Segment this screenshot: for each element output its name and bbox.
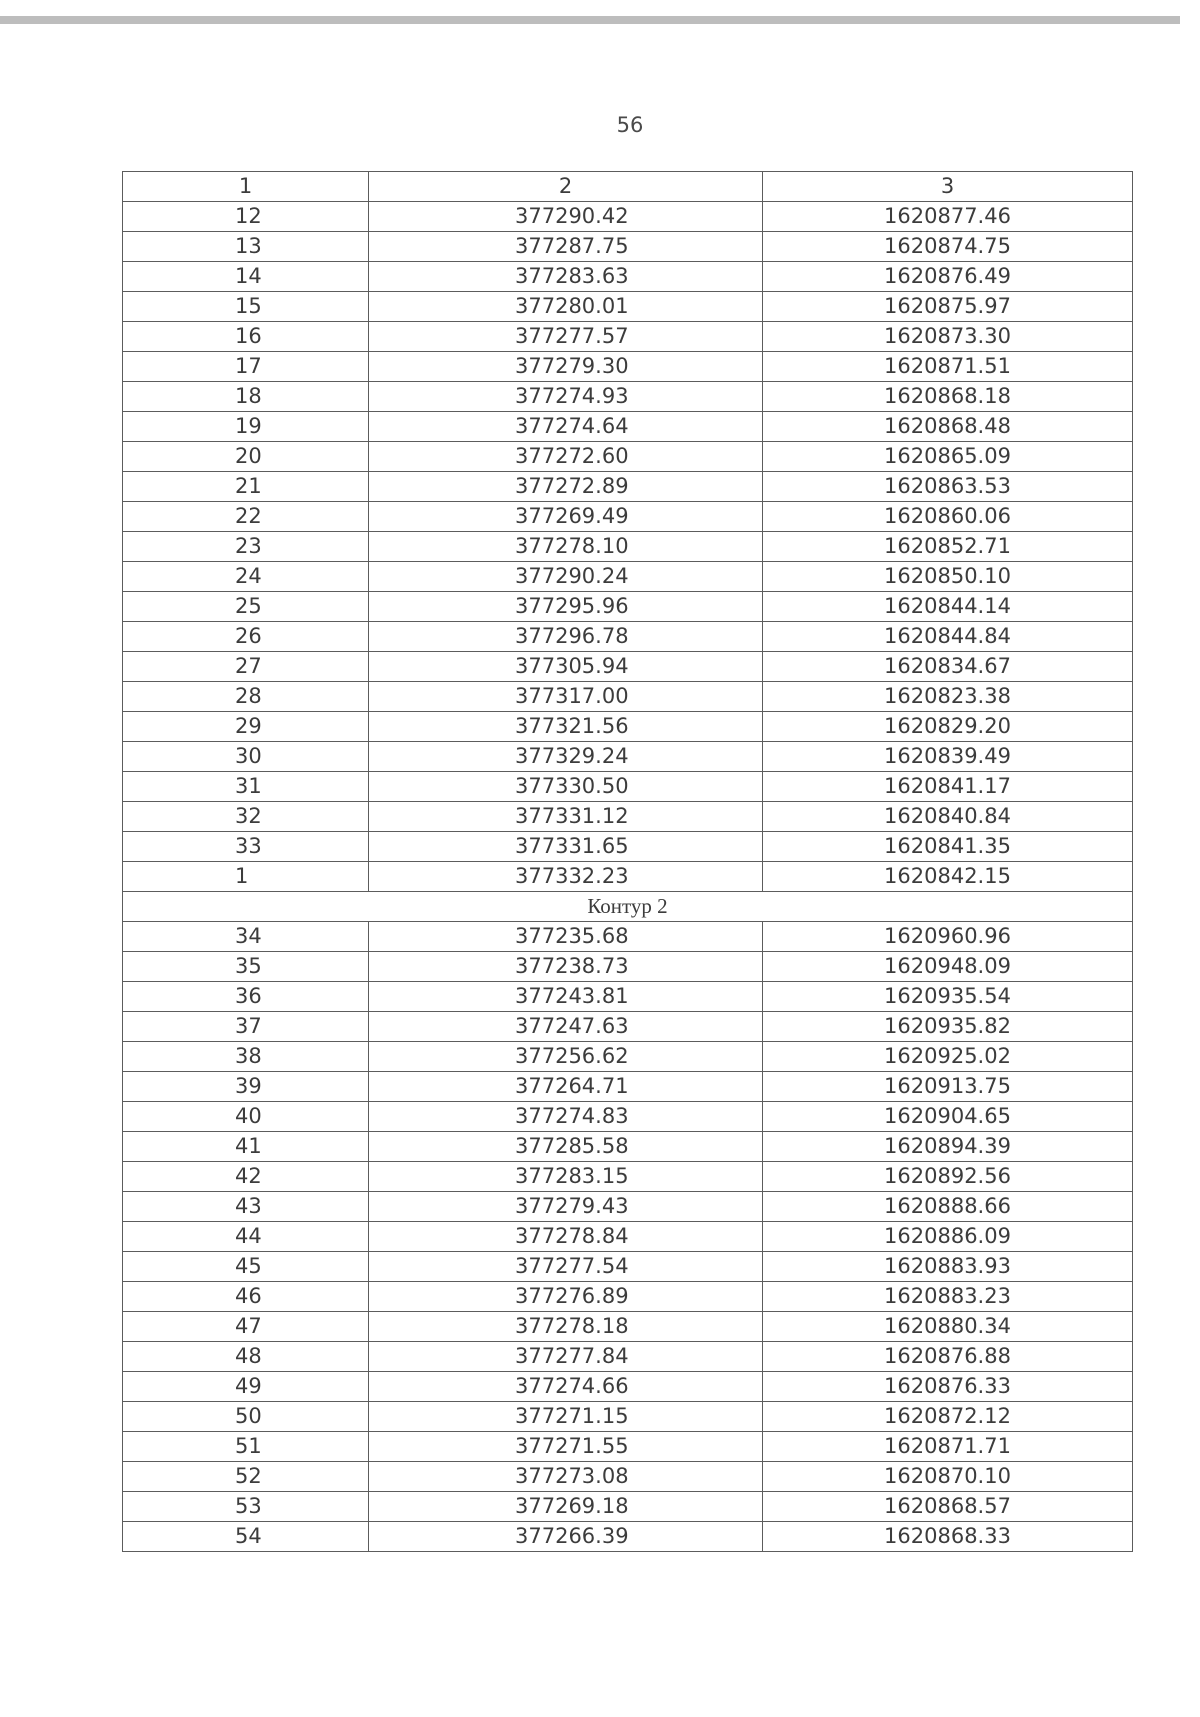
x-coordinate-cell: 377264.71 — [369, 1072, 763, 1102]
x-coordinate-cell: 377330.50 — [369, 772, 763, 802]
y-coordinate-cell: 1620886.09 — [763, 1222, 1133, 1252]
table-row — [123, 652, 1133, 682]
table-row — [123, 1192, 1133, 1222]
x-coordinate-cell: 377274.93 — [369, 382, 763, 412]
table-header-row — [123, 172, 1133, 202]
header-col-1: 1 — [123, 172, 369, 202]
y-coordinate-cell: 1620840.84 — [763, 802, 1133, 832]
table-row — [123, 1252, 1133, 1282]
table-row — [123, 1012, 1133, 1042]
point-number-cell: 35 — [123, 952, 369, 982]
y-coordinate-cell: 1620894.39 — [763, 1132, 1133, 1162]
table-row — [123, 772, 1133, 802]
table-row — [123, 1042, 1133, 1072]
table-row — [123, 262, 1133, 292]
x-coordinate-cell: 377279.43 — [369, 1192, 763, 1222]
table-row — [123, 1402, 1133, 1432]
scan-top-border — [0, 16, 1180, 24]
y-coordinate-cell: 1620935.54 — [763, 982, 1133, 1012]
x-coordinate-cell: 377277.57 — [369, 322, 763, 352]
table-row — [123, 1222, 1133, 1252]
y-coordinate-cell: 1620844.84 — [763, 622, 1133, 652]
y-coordinate-cell: 1620876.88 — [763, 1342, 1133, 1372]
y-coordinate-cell: 1620876.33 — [763, 1372, 1133, 1402]
point-number-cell: 33 — [123, 832, 369, 862]
header-col-3: 3 — [763, 172, 1133, 202]
x-coordinate-cell: 377331.12 — [369, 802, 763, 832]
x-coordinate-cell: 377274.66 — [369, 1372, 763, 1402]
point-number-cell: 18 — [123, 382, 369, 412]
table-row — [123, 1282, 1133, 1312]
y-coordinate-cell: 1620892.56 — [763, 1162, 1133, 1192]
point-number-cell: 46 — [123, 1282, 369, 1312]
point-number-cell: 54 — [123, 1522, 369, 1552]
table-row — [123, 412, 1133, 442]
y-coordinate-cell: 1620874.75 — [763, 232, 1133, 262]
x-coordinate-cell: 377331.65 — [369, 832, 763, 862]
table-row — [123, 1432, 1133, 1462]
y-coordinate-cell: 1620876.49 — [763, 262, 1133, 292]
y-coordinate-cell: 1620873.30 — [763, 322, 1133, 352]
x-coordinate-cell: 377238.73 — [369, 952, 763, 982]
x-coordinate-cell: 377278.18 — [369, 1312, 763, 1342]
table-row — [123, 712, 1133, 742]
table-row — [123, 1132, 1133, 1162]
point-number-cell: 38 — [123, 1042, 369, 1072]
point-number-cell: 1 — [123, 862, 369, 892]
point-number-cell: 21 — [123, 472, 369, 502]
x-coordinate-cell: 377272.89 — [369, 472, 763, 502]
point-number-cell: 13 — [123, 232, 369, 262]
contour-2-heading — [123, 892, 1133, 922]
y-coordinate-cell: 1620841.35 — [763, 832, 1133, 862]
table-row — [123, 1462, 1133, 1492]
x-coordinate-cell: 377287.75 — [369, 232, 763, 262]
point-number-cell: 30 — [123, 742, 369, 772]
x-coordinate-cell: 377329.24 — [369, 742, 763, 772]
point-number-cell: 25 — [123, 592, 369, 622]
y-coordinate-cell: 1620883.93 — [763, 1252, 1133, 1282]
x-coordinate-cell: 377305.94 — [369, 652, 763, 682]
table-row — [123, 442, 1133, 472]
x-coordinate-cell: 377278.84 — [369, 1222, 763, 1252]
point-number-cell: 49 — [123, 1372, 369, 1402]
y-coordinate-cell: 1620860.06 — [763, 502, 1133, 532]
x-coordinate-cell: 377247.63 — [369, 1012, 763, 1042]
x-coordinate-cell: 377290.42 — [369, 202, 763, 232]
point-number-cell: 42 — [123, 1162, 369, 1192]
point-number-cell: 47 — [123, 1312, 369, 1342]
table-row — [123, 862, 1133, 892]
table-row — [123, 502, 1133, 532]
contour-2-rows — [123, 922, 1133, 1552]
x-coordinate-cell: 377243.81 — [369, 982, 763, 1012]
y-coordinate-cell: 1620888.66 — [763, 1192, 1133, 1222]
table-row — [123, 1102, 1133, 1132]
y-coordinate-cell: 1620839.49 — [763, 742, 1133, 772]
point-number-cell: 19 — [123, 412, 369, 442]
table-row — [123, 292, 1133, 322]
y-coordinate-cell: 1620868.18 — [763, 382, 1133, 412]
table-row — [123, 1522, 1133, 1552]
point-number-cell: 39 — [123, 1072, 369, 1102]
y-coordinate-cell: 1620904.65 — [763, 1102, 1133, 1132]
point-number-cell: 14 — [123, 262, 369, 292]
contour-1-rows — [123, 202, 1133, 892]
table-row — [123, 682, 1133, 712]
x-coordinate-cell: 377273.08 — [369, 1462, 763, 1492]
x-coordinate-cell: 377272.60 — [369, 442, 763, 472]
contour-label: Контур 2 — [123, 892, 1133, 922]
y-coordinate-cell: 1620875.97 — [763, 292, 1133, 322]
table-row — [123, 592, 1133, 622]
x-coordinate-cell: 377332.23 — [369, 862, 763, 892]
point-number-cell: 41 — [123, 1132, 369, 1162]
table-row — [123, 952, 1133, 982]
y-coordinate-cell: 1620850.10 — [763, 562, 1133, 592]
y-coordinate-cell: 1620871.51 — [763, 352, 1133, 382]
point-number-cell: 48 — [123, 1342, 369, 1372]
point-number-cell: 23 — [123, 532, 369, 562]
x-coordinate-cell: 377295.96 — [369, 592, 763, 622]
y-coordinate-cell: 1620829.20 — [763, 712, 1133, 742]
table-row — [123, 622, 1133, 652]
x-coordinate-cell: 377271.55 — [369, 1432, 763, 1462]
point-number-cell: 26 — [123, 622, 369, 652]
table-row — [123, 322, 1133, 352]
point-number-cell: 44 — [123, 1222, 369, 1252]
x-coordinate-cell: 377269.49 — [369, 502, 763, 532]
table-row — [123, 802, 1133, 832]
y-coordinate-cell: 1620913.75 — [763, 1072, 1133, 1102]
x-coordinate-cell: 377277.54 — [369, 1252, 763, 1282]
point-number-cell: 37 — [123, 1012, 369, 1042]
point-number-cell: 36 — [123, 982, 369, 1012]
point-number-cell: 40 — [123, 1102, 369, 1132]
table-row — [123, 232, 1133, 262]
y-coordinate-cell: 1620823.38 — [763, 682, 1133, 712]
x-coordinate-cell: 377285.58 — [369, 1132, 763, 1162]
point-number-cell: 17 — [123, 352, 369, 382]
x-coordinate-cell: 377278.10 — [369, 532, 763, 562]
header-col-2: 2 — [369, 172, 763, 202]
x-coordinate-cell: 377279.30 — [369, 352, 763, 382]
y-coordinate-cell: 1620842.15 — [763, 862, 1133, 892]
point-number-cell: 51 — [123, 1432, 369, 1462]
x-coordinate-cell: 377271.15 — [369, 1402, 763, 1432]
point-number-cell: 43 — [123, 1192, 369, 1222]
x-coordinate-cell: 377266.39 — [369, 1522, 763, 1552]
table-row — [123, 1312, 1133, 1342]
point-number-cell: 29 — [123, 712, 369, 742]
x-coordinate-cell: 377274.64 — [369, 412, 763, 442]
point-number-cell: 16 — [123, 322, 369, 352]
point-number-cell: 24 — [123, 562, 369, 592]
y-coordinate-cell: 1620868.48 — [763, 412, 1133, 442]
x-coordinate-cell: 377274.83 — [369, 1102, 763, 1132]
page-number: 56 — [616, 113, 644, 137]
x-coordinate-cell: 377276.89 — [369, 1282, 763, 1312]
y-coordinate-cell: 1620852.71 — [763, 532, 1133, 562]
table-row — [123, 382, 1133, 412]
point-number-cell: 22 — [123, 502, 369, 532]
x-coordinate-cell: 377283.63 — [369, 262, 763, 292]
point-number-cell: 53 — [123, 1492, 369, 1522]
y-coordinate-cell: 1620960.96 — [763, 922, 1133, 952]
x-coordinate-cell: 377283.15 — [369, 1162, 763, 1192]
point-number-cell: 32 — [123, 802, 369, 832]
y-coordinate-cell: 1620883.23 — [763, 1282, 1133, 1312]
table-row — [123, 1372, 1133, 1402]
table-row — [123, 1342, 1133, 1372]
table-row — [123, 742, 1133, 772]
x-coordinate-cell: 377290.24 — [369, 562, 763, 592]
point-number-cell: 27 — [123, 652, 369, 682]
point-number-cell: 31 — [123, 772, 369, 802]
x-coordinate-cell: 377277.84 — [369, 1342, 763, 1372]
y-coordinate-cell: 1620841.17 — [763, 772, 1133, 802]
y-coordinate-cell: 1620868.57 — [763, 1492, 1133, 1522]
y-coordinate-cell: 1620870.10 — [763, 1462, 1133, 1492]
table-row — [123, 982, 1133, 1012]
y-coordinate-cell: 1620871.71 — [763, 1432, 1133, 1462]
y-coordinate-cell: 1620834.67 — [763, 652, 1133, 682]
table-row — [123, 562, 1133, 592]
table-row — [123, 1492, 1133, 1522]
y-coordinate-cell: 1620925.02 — [763, 1042, 1133, 1072]
y-coordinate-cell: 1620868.33 — [763, 1522, 1133, 1552]
y-coordinate-cell: 1620948.09 — [763, 952, 1133, 982]
y-coordinate-cell: 1620877.46 — [763, 202, 1133, 232]
table-row — [123, 532, 1133, 562]
point-number-cell: 20 — [123, 442, 369, 472]
x-coordinate-cell: 377296.78 — [369, 622, 763, 652]
x-coordinate-cell: 377235.68 — [369, 922, 763, 952]
y-coordinate-cell: 1620865.09 — [763, 442, 1133, 472]
x-coordinate-cell: 377321.56 — [369, 712, 763, 742]
y-coordinate-cell: 1620844.14 — [763, 592, 1133, 622]
point-number-cell: 52 — [123, 1462, 369, 1492]
x-coordinate-cell: 377280.01 — [369, 292, 763, 322]
point-number-cell: 15 — [123, 292, 369, 322]
y-coordinate-cell: 1620863.53 — [763, 472, 1133, 502]
table-row — [123, 922, 1133, 952]
point-number-cell: 50 — [123, 1402, 369, 1432]
x-coordinate-cell: 377256.62 — [369, 1042, 763, 1072]
point-number-cell: 12 — [123, 202, 369, 232]
table-row — [123, 1162, 1133, 1192]
y-coordinate-cell: 1620872.12 — [763, 1402, 1133, 1432]
point-number-cell: 45 — [123, 1252, 369, 1282]
x-coordinate-cell: 377317.00 — [369, 682, 763, 712]
point-number-cell: 34 — [123, 922, 369, 952]
contour-label-row — [123, 892, 1133, 922]
y-coordinate-cell: 1620880.34 — [763, 1312, 1133, 1342]
table-row — [123, 832, 1133, 862]
point-number-cell: 28 — [123, 682, 369, 712]
coordinates-table — [122, 171, 1133, 1552]
table-row — [123, 1072, 1133, 1102]
x-coordinate-cell: 377269.18 — [369, 1492, 763, 1522]
table-row — [123, 352, 1133, 382]
y-coordinate-cell: 1620935.82 — [763, 1012, 1133, 1042]
table-row — [123, 472, 1133, 502]
table-row — [123, 202, 1133, 232]
